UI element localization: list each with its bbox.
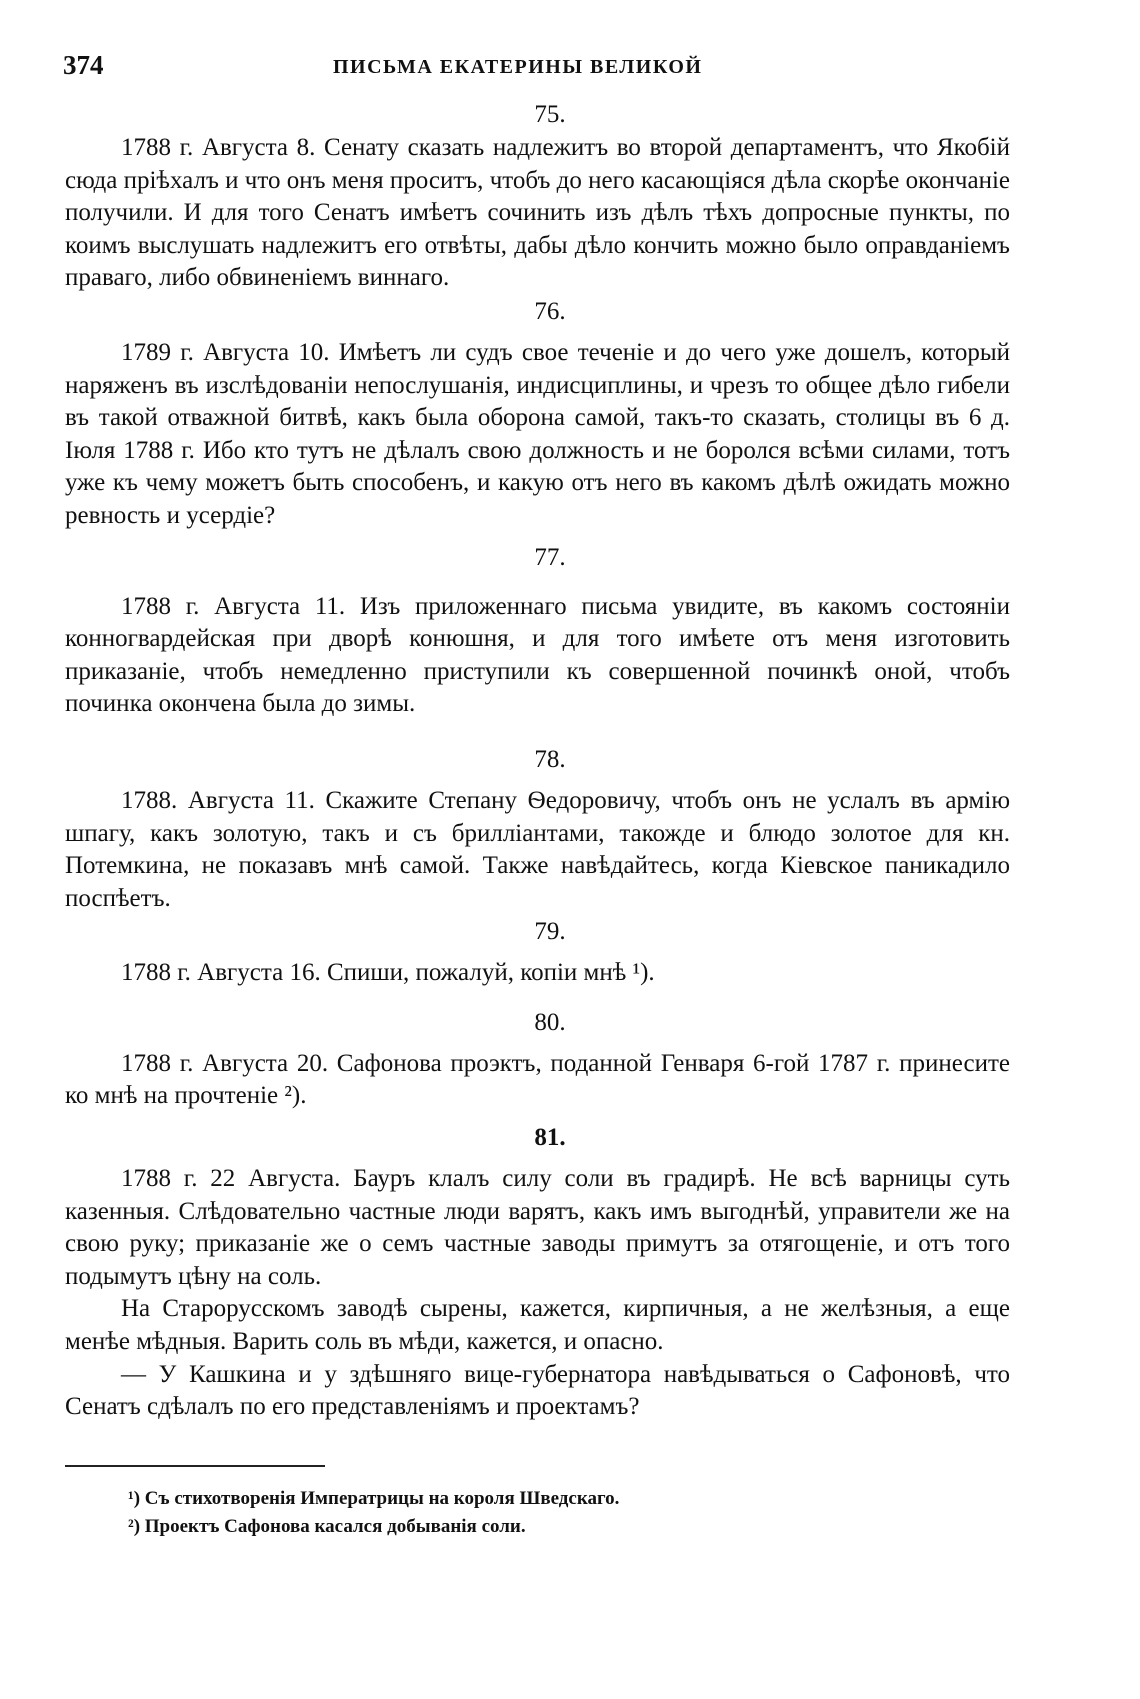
letter-paragraph: На Старорусскомъ заводѣ сырены, кажется, кирпичныя, а не желѣзныя, а еще менѣе мѣдныя. Варить соль въ мѣди, кажется, и опасно. xyxy=(65,1295,1010,1356)
letter-number: 75. xyxy=(534,101,566,128)
letter-paragraph: 1788 г. Августа 20. Сафонова проэктъ, поданной Генваря 6-гой 1787 г. принесите ко мнѣ на прочтеніе ²). xyxy=(65,1049,1010,1110)
page-number: 374 xyxy=(63,50,104,80)
letter-paragraph: 1788 г. Августа 8. Сенату сказать надлежитъ во второй департаментъ, что Якобій сюда пріѣхалъ и что онъ меня проситъ, чтобъ до него касающіяся дѣла скорѣе окончаніе получили. И для того Сенатъ имѣетъ сочинить изъ дѣлъ тѣхъ допросные пункты, по коимъ выслушать надлежитъ его отвѣты, дабы дѣло кончить можно было оправданіемъ праваго, либо обвиненіемъ виннаго. xyxy=(65,134,1010,292)
letter-paragraph: — У Кашкина и у здѣшняго вице-губернатора навѣдываться о Сафоновѣ, что Сенатъ сдѣлалъ по его представленіямъ и проектамъ? xyxy=(65,1360,1010,1421)
letter-number: 80. xyxy=(534,1008,566,1036)
letter-paragraph: 1788. Августа 11. Скажите Степану Ѳедоровичу, чтобъ онъ не услалъ въ армію шпагу, какъ золотую, такъ и съ брилліантами, такожде и блюдо золотое для кн. Потемкина, не показавъ мнѣ самой. Также навѣдайтесь, когда Кіевское паникадило поспѣетъ. xyxy=(65,786,1010,912)
footnote: ²) Проектъ Сафонова касался добыванія соли. xyxy=(128,1516,526,1537)
letter-paragraph: 1788 г. Августа 11. Изъ приложеннаго письма увидите, въ какомъ состояніи конногвардейская при дворѣ конюшня, и для того имѣете отъ меня изготовить приказаніе, чтобъ немедленно приступили къ совершенной починкѣ оной, чтобъ починка окончена была до зимы. xyxy=(65,592,1010,718)
running-head xyxy=(63,50,1023,90)
letter-number: 77. xyxy=(534,543,566,571)
letter-number: 81. xyxy=(534,1124,566,1152)
body-text xyxy=(65,98,1010,1424)
footnote: ¹) Съ стихотворенія Императрицы на короля Шведскаго. xyxy=(128,1488,620,1509)
letter-number: 76. xyxy=(534,297,566,325)
letter-number: 79. xyxy=(534,918,566,946)
footnotes xyxy=(128,1485,1008,1541)
letter-paragraph: 1788 г. 22 Августа. Бауръ клалъ силу соли въ градирѣ. Не всѣ варницы суть казенныя. Слѣдовательно частные люди варятъ, какъ имъ выгоднѣй, управители же на свою руку; приказаніе же о семъ частные заводы примутъ за отягощеніе, и отъ того подымутъ цѣну на соль. xyxy=(65,1165,1010,1290)
letter-number: 78. xyxy=(534,745,566,773)
letter-paragraph: 1788 г. Августа 16. Спиши, пожалуй, копіи мнѣ ¹). xyxy=(121,959,655,987)
letter-paragraph: 1789 г. Августа 10. Имѣетъ ли судъ свое теченіе и до чего уже дошелъ, который наряженъ въ изслѣдованіи непослушанія, индисциплины, и чрезъ то общее дѣло гибели въ такой отважной битвѣ, какъ была оборона самой, такъ-то сказать, столицы въ 6 д. Іюля 1788 г. Ибо кто тутъ не дѣлалъ свою должность и не боролся всѣми силами, тотъ уже къ чему можетъ быть способенъ, и какую отъ него въ какомъ дѣлѣ ожидать можно ревность и усердіе? xyxy=(65,338,1010,529)
footnote-divider xyxy=(65,1465,325,1467)
running-title: ПИСЬМА ЕКАТЕРИНЫ ВЕЛИКОЙ xyxy=(333,56,703,78)
